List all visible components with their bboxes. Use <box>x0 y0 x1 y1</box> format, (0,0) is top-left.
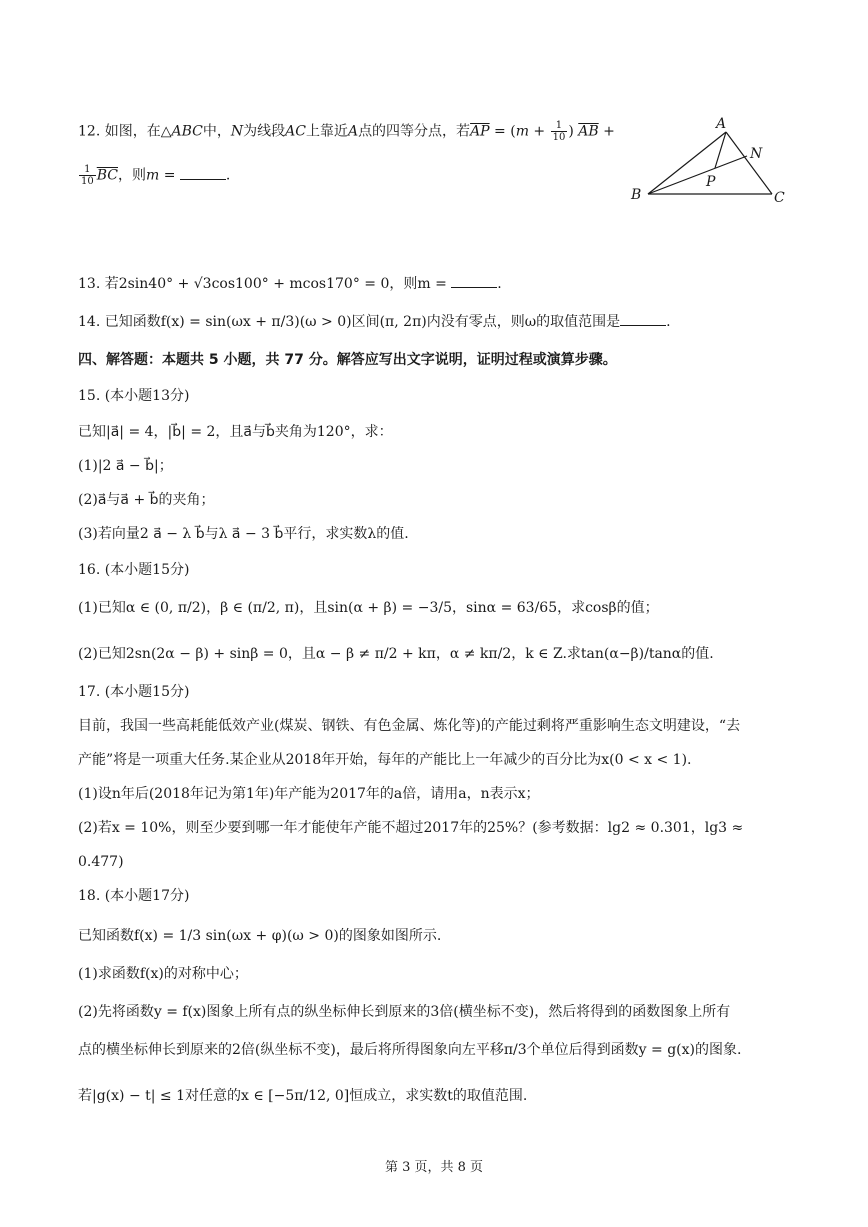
q18-head: 18. (本小题17分) <box>78 888 190 904</box>
q13-text: 13. 若2sin40° + √3cos100° + mcos170° = 0，则m = <box>78 276 452 292</box>
q12-point-n: N <box>230 123 244 140</box>
q17-part1: (1)设n年后(2018年记为第1年)年产能为2017年的a倍，请用a，n表示x； <box>78 786 540 802</box>
q14-text: . <box>666 314 671 330</box>
q12-vector-bc: $\overline{BC}$ <box>96 167 118 184</box>
triangle-figure <box>622 110 797 210</box>
q14 <box>78 312 671 332</box>
q12-vector-ab: $\overline{AB}$ <box>578 123 599 140</box>
q12-segment-ac: AC <box>285 123 306 140</box>
q12-text: + <box>528 123 550 140</box>
q15-part2: (2)a⃗与a⃗ + b⃗的夹角； <box>78 492 215 508</box>
q14-text: 14. 已知函数f(x) = sin(ωx + π/3)(ω > 0)区间(π, 2π)内没有零点，则ω的取值范围是 <box>78 314 621 330</box>
q12-line2 <box>78 164 230 187</box>
q12-text: + <box>598 123 615 140</box>
q18-part2a: (2)先将函数y = f(x)图象上所有点的纵坐标伸长到原来的3倍(横坐标不变)，然后将得到的函数图象上所有 <box>78 1004 731 1020</box>
q12-text: ) <box>568 123 574 140</box>
label-n: N <box>750 146 763 162</box>
label-c: C <box>774 190 785 206</box>
q17-head: 17. (本小题15分) <box>78 684 190 700</box>
q15-given: 已知|a⃗| = 4，|b⃗| = 2，且a⃗与b⃗夹角为120°，求： <box>78 424 393 440</box>
answer-blank <box>620 313 666 326</box>
q15-part1: (1)|2 a⃗ − b⃗|； <box>78 458 173 474</box>
frac-den: 10 <box>81 176 94 187</box>
frac-num: 1 <box>79 164 96 176</box>
q12-text: 12. 如图，在△ <box>78 123 172 140</box>
q12-text: 上靠近 <box>305 123 348 140</box>
answer-blank <box>451 275 497 288</box>
q12-text: . <box>225 167 231 184</box>
frac-den: 10 <box>552 132 566 143</box>
segment-bn <box>648 156 747 194</box>
label-p: P <box>706 174 716 190</box>
q17-body-1: 目前，我国一些高耗能低效产业(煤炭、钢铁、有色金属、炼化等)的产能过剩将严重影响生态文明建设，“去 <box>78 718 741 734</box>
q13-text: . <box>497 276 502 292</box>
section-heading: 四、解答题：本题共 5 小题，共 77 分。解答应写出文字说明，证明过程或演算步骤。 <box>78 352 617 368</box>
q12-text: 点的四等分点，若 <box>358 123 471 140</box>
q12-var-m: m <box>515 123 529 140</box>
q18-part2b: 点的横坐标伸长到原来的2倍(纵坐标不变)，最后将所得图象向左平移π/3个单位后得到函数y = g(x)的图象. <box>78 1042 742 1058</box>
label-a: A <box>716 116 727 132</box>
q12-text: = <box>159 167 180 184</box>
q16-head: 16. (本小题15分) <box>78 562 190 578</box>
q18-part2c: 若|g(x) − t| ≤ 1对任意的x ∈ [−5π/12, 0]恒成立，求实数t的取值范围. <box>78 1088 528 1104</box>
page-footer: 第 3 页，共 8 页 <box>384 1160 484 1175</box>
q12-var-m: m <box>146 167 160 184</box>
q12-text: 中， <box>202 123 231 140</box>
q15-part3: (3)若向量2 a⃗ − λ b⃗与λ a⃗ − 3 b⃗平行，求实数λ的值. <box>78 526 409 542</box>
q12-line1 <box>78 120 615 143</box>
frac-num: 1 <box>551 120 568 132</box>
q17-part2b: 0.477) <box>78 854 124 870</box>
answer-blank <box>180 167 226 180</box>
q17-body-2: 产能”将是一项重大任务.某企业从2018年开始，每年的产能比上一年减少的百分比为x(0 < x < 1). <box>78 752 692 768</box>
q12-text: = ( <box>489 123 516 140</box>
q12-text: 为线段 <box>243 123 286 140</box>
label-b: B <box>631 187 642 203</box>
q16-part2: (2)已知2sn(2α − β) + sinβ = 0，且α − β ≠ π/2 + kπ，α ≠ kπ/2，k ∈ Z.求tan(α−β)/tanα的值. <box>78 646 714 662</box>
q18-part1: (1)求函数f(x)的对称中心； <box>78 966 248 982</box>
q18-given: 已知函数f(x) = 1/3 sin(ωx + φ)(ω > 0)的图象如图所示. <box>78 928 442 944</box>
q17-part2a: (2)若x = 10%，则至少要到哪一年才能使年产能不超过2017年的25%？(参考数据：lg2 ≈ 0.301，lg3 ≈ <box>78 820 744 836</box>
q12-point-a: A <box>347 123 359 140</box>
edge-ac <box>726 132 772 194</box>
segment-ap <box>715 132 726 168</box>
q13 <box>78 274 502 294</box>
q12-text: ，则 <box>118 167 146 184</box>
q12-triangle: ABC <box>171 123 203 140</box>
q12-vector-ap: $\overline{AP}$ <box>470 123 490 140</box>
q16-part1: (1)已知α ∈ (0, π/2)，β ∈ (π/2, π)，且sin(α + β) = −3/5，sinα = 63/65，求cosβ的值； <box>78 600 659 616</box>
q12-fraction-2 <box>79 164 96 187</box>
q15-head: 15. (本小题13分) <box>78 388 190 404</box>
q12-fraction <box>551 120 568 143</box>
